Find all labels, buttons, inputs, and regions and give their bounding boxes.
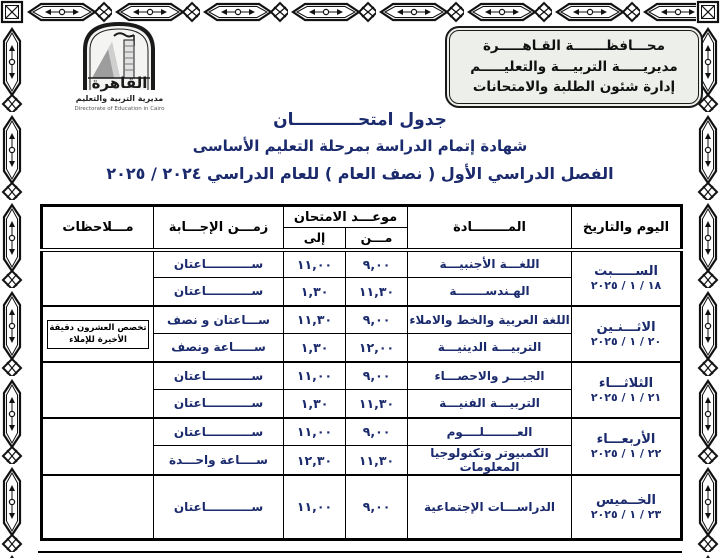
day-cell-monday (572, 306, 682, 362)
day-date: ١٨ / ١ / ٢٠٢٥ (590, 279, 662, 292)
title-certificate: شهادة إتمام الدراسة بمرحلة التعليم الأساسى (192, 137, 528, 155)
duration-cell: ســـــاعة ونصف (154, 334, 284, 362)
header-subject: المــــــــادة (408, 206, 572, 250)
day-name: الخــميس (596, 492, 657, 508)
duration-cell: ســـــــــــاعتان (154, 475, 284, 539)
duration-cell: ســـاعتان و نصف (154, 306, 284, 334)
to-cell: ١,٣٠ (284, 334, 346, 362)
header-day-date: اليوم والتاريخ (572, 206, 682, 250)
org-directorate-line: مديريـــــة التربيـــة والتعليـــــم (470, 58, 678, 75)
from-cell: ١١,٣٠ (346, 278, 408, 306)
notes-cell (42, 475, 154, 539)
notes-cell (42, 306, 154, 362)
from-cell: ١١,٣٠ (346, 390, 408, 418)
day-cell-thursday (572, 475, 682, 539)
table-row (42, 475, 682, 539)
org-governorate-line: محـــافظـــــــة القـاهـــــرة (482, 37, 666, 54)
dictation-note: تخصص العشرون دقيقة الأخيرة للإملاء (47, 320, 149, 349)
day-name: الاثـــنـين (596, 319, 656, 335)
logo-caption-english: Directorate of Education in Cairo (74, 106, 165, 112)
notes-cell (42, 362, 154, 418)
day-date: ٢١ / ١ / ٢٠٢٥ (590, 390, 662, 404)
from-cell: ١١,٣٠ (346, 446, 408, 476)
cairo-education-logo (52, 16, 187, 122)
subject-cell: الهـندســـــــة (408, 278, 572, 306)
subject-cell: العــــــــلــــوم (408, 418, 572, 446)
day-name: الســـــبت (594, 264, 658, 279)
table-row (42, 418, 682, 446)
duration-cell: ســـــــــــاعتان (154, 418, 284, 446)
day-name: الأربعـــاء (596, 432, 656, 448)
day-cell-tuesday (572, 362, 682, 418)
day-date: ٢٣ / ١ / ٢٠٢٥ (590, 507, 662, 521)
notes-cell (42, 250, 154, 306)
to-cell: ١١,٠٠ (284, 362, 346, 390)
to-cell: ١١,٣٠ (284, 306, 346, 334)
header-from: مـــن (346, 228, 408, 250)
org-header-box-inner (449, 30, 699, 104)
table-row (42, 362, 682, 390)
header-exam-time: موعـــد الامتحان (284, 206, 408, 228)
from-cell: ٩,٠٠ (346, 362, 408, 390)
day-date: ٢٢ / ١ / ٢٠٢٥ (590, 447, 662, 461)
day-cell-saturday (572, 250, 682, 306)
duration-cell: ســـــــــــاعتان (154, 278, 284, 306)
subject-cell: الدراســـات الإجتماعية (408, 475, 572, 539)
from-cell: ٩,٠٠ (346, 475, 408, 539)
subject-cell: اللغـــة الأجنبيـــة (408, 250, 572, 278)
day-name: الثلاثـــاء (598, 375, 654, 391)
subject-cell: الكمبيوتر وتكنولوجيا المعلومات (408, 446, 572, 476)
org-header-box (445, 26, 703, 108)
day-date: ٢٠ / ١ / ٢٠٢٥ (590, 334, 662, 348)
document-titles (40, 110, 680, 183)
from-cell: ٩,٠٠ (346, 306, 408, 334)
table-bottom-rule (38, 551, 682, 553)
to-cell: ١,٣٠ (284, 390, 346, 418)
duration-cell: ســـــــــــاعتان (154, 390, 284, 418)
to-cell: ١١,٠٠ (284, 250, 346, 278)
header-to: إلى (284, 228, 346, 250)
header-notes: مـــلاحظات (42, 206, 154, 250)
logo-caption-arabic: مديرية التربية والتعليم (75, 94, 164, 103)
logo-city-text: القاهرة (91, 74, 148, 92)
title-exam-schedule: جدول امتحـــــــــــان (273, 110, 447, 130)
from-cell: ٩,٠٠ (346, 250, 408, 278)
duration-cell: ســــاعة واحـــدة (154, 446, 284, 476)
table-row (42, 306, 682, 334)
duration-cell: ســـــــــــاعتان (154, 362, 284, 390)
header-duration: زمـــن الإجـــابة (154, 206, 284, 250)
title-semester-year: الفصل الدراسي الأول ( نصف العام ) للعام الدراسي ٢٠٢٤ / ٢٠٢٥ (106, 164, 614, 183)
exam-schedule-table (40, 204, 683, 541)
org-administration-line: إدارة شئون الطلبة والامتحانات (472, 79, 676, 96)
from-cell: ١٢,٠٠ (346, 334, 408, 362)
to-cell: ١١,٠٠ (284, 418, 346, 446)
subject-cell: الجبـــر والاحصـــاء (408, 362, 572, 390)
subject-cell: التربيـــة الفنيـــة (408, 390, 572, 418)
to-cell: ١٢,٣٠ (284, 446, 346, 476)
table-row (42, 250, 682, 278)
duration-cell: ســـــــــــاعتان (154, 250, 284, 278)
day-cell-wednesday (572, 418, 682, 476)
from-cell: ٩,٠٠ (346, 418, 408, 446)
subject-cell: اللغة العربية والخط والاملاء (408, 306, 572, 334)
notes-cell (42, 418, 154, 476)
subject-cell: التربيـــة الدينيـــة (408, 334, 572, 362)
to-cell: ١١,٠٠ (284, 475, 346, 539)
to-cell: ١,٣٠ (284, 278, 346, 306)
